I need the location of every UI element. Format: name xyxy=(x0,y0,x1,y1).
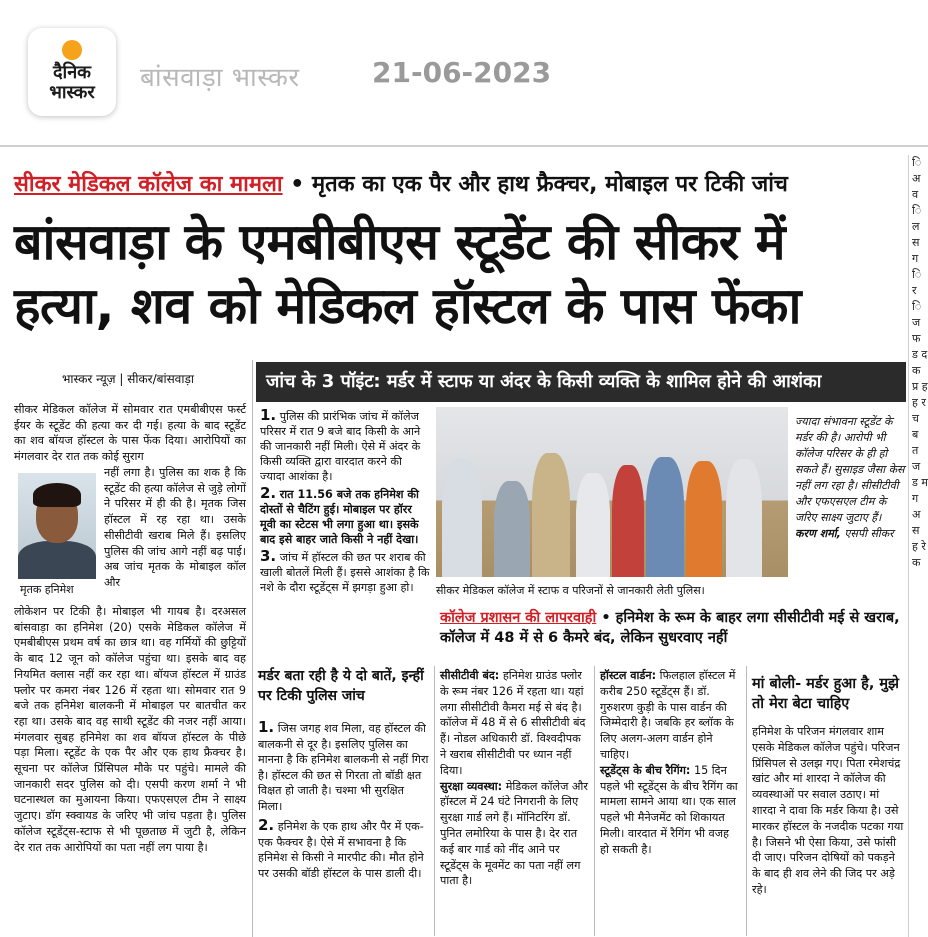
warden-text: फिलहाल हॉस्टल में करीब 250 स्टूडेंट्स हैं। डॉ. गुरुशरण कुड़ी के पास वार्डन की जिम्मेदारी है। जबकि हर ब्लॉक के लिए अलग-अलग वार्डन होने चाहिए। xyxy=(600,669,736,761)
photo-person xyxy=(612,465,644,577)
edition-name: बांसवाड़ा भास्कर xyxy=(140,63,300,93)
dainik-bhaskar-logo[interactable] xyxy=(28,28,116,116)
negligence-label: कॉलेज प्रशासन की लापरवाही xyxy=(440,610,597,626)
ragging-text: 15 दिन पहले भी स्टूडेंट्स के बीच रैगिंग का मामला सामने आया था। एक साल पहले भी मैनेजमेंट को शिकायत मिली। वारदात में रैगिंग भी वजह हो सकती है। xyxy=(600,763,738,856)
main-story-intro: सीकर मेडिकल कॉलेज में सोमवार रात एमबीबीएस फर्स्ट ईयर के स्टूडेंट की हत्या कर दी गई। हत्या के बाद स्टूडेंट का शव बॉयज हॉस्टल के पास फेंक दिया। आरोपियों का मंगलवार देर रात तक कोई सुराग xyxy=(14,403,246,464)
warden-lead: हॉस्टल वार्डन: xyxy=(600,669,657,682)
photo-person xyxy=(532,453,570,577)
logo-line-2: भास्कर xyxy=(49,82,95,103)
point-text: जिस जगह शव मिला, वह हॉस्टल की बालकनी से दूर है। इसलिए पुलिस का मानना है कि हनिमेश बालकनी से नहीं गिरा है। हॉस्टल की छत से गिरता तो बॉडी क्षत विक्षत हो जाती है। चश्मा भी सुरक्षित मिला। xyxy=(258,722,429,813)
column-divider xyxy=(434,666,435,936)
security-lead: सुरक्षा व्यवस्था: xyxy=(440,779,503,793)
evidence-box xyxy=(258,720,430,881)
point-text: हनिमेश के एक हाथ और पैर में एक-एक फैक्चर है। ऐसे में सभावना है कि हनिमेश से किसी ने मारपीट की। मौत होने पर उसकी बॉडी हॉस्टल के पास डाली दी। xyxy=(258,820,424,880)
evidence-point-2 xyxy=(258,818,430,881)
byline: भास्कर न्यूज़ | सीकर/बांसवाड़ा xyxy=(62,372,194,386)
photo-hair xyxy=(33,483,81,507)
evidence-point-1 xyxy=(258,720,430,814)
warden-column xyxy=(600,668,740,858)
main-story-wrap: नहीं लगा है। पुलिस का शक है कि स्टूडेंट की हत्या कॉलेज से जुड़े लोगों ने परिसर में ही की है। मृतक जिस हॉस्टल में रह रहा था। उसके सीसीटीवी खराब मिले हैं। इसलिए पुलिस की जांच आगे नहीं बढ़ पाई। अब जांच मृतक के मोबाइल कॉल और xyxy=(104,466,246,589)
point-number: 3. xyxy=(260,547,277,565)
victim-photo xyxy=(18,473,96,579)
point-number: 2. xyxy=(260,484,277,502)
point-text: पुलिस की प्रारंभिक जांच में कॉलेज परिसर में रात 9 बजे बाद किसी के आने की जानकारी नहीं मिली। ऐसे में अंदर के किसी व्यक्ति द्वारा वारदात करने की ज्यादा आशंका है। xyxy=(260,410,421,483)
photo-person xyxy=(494,481,530,577)
cctv-column xyxy=(440,668,588,889)
photo-person xyxy=(646,457,684,577)
point-3 xyxy=(260,549,430,595)
quote-role: एसपी सीकर xyxy=(844,527,894,540)
point-number: 1. xyxy=(258,718,275,736)
page-header xyxy=(0,0,928,140)
photo-person xyxy=(442,459,482,577)
column-divider xyxy=(252,360,253,937)
edition-date: 21-06-2023 xyxy=(372,56,552,89)
sun-icon xyxy=(62,40,82,60)
security-text: मेडिकल कॉलेज और हॉस्टल में 24 घंटे निगरानी के लिए सुरक्षा गार्ड लगे हैं। मॉनिटरिंग डॉ. पुनित लमोरिया के पास है। देर रात कई बार गार्ड को नींद आने पर स्टूडेंट्स के मूवमेंट का पता नहीं लग पाता है। xyxy=(440,779,588,888)
point-2 xyxy=(260,486,430,547)
photo-person xyxy=(726,459,762,577)
adjacent-column-clipped: ि अ व ि ल स ग ि र ि ज फ ड द क प्र ह ह र च ब त ज ड म ग अ स ह रे क xyxy=(912,156,928,569)
scene-photo-caption: सीकर मेडिकल कॉलेज में स्टाफ व परिजनों से जानकारी लेती पुलिस। xyxy=(436,584,705,597)
column-divider xyxy=(746,666,747,936)
point-text: रात 11.56 बजे तक हनिमेश की दोस्तों से चैटिंग हुई। मोबाइल पर हॉरर मूवी का स्टेटस भी लगा हुआ था। इसके बाद इसे बाहर जाते किसी ने नहीं देखा। xyxy=(260,488,419,546)
cctv-lead: सीसीटीवी बंद: xyxy=(440,669,500,682)
ragging-lead: स्टूडेंट्स के बीच रैगिंग: xyxy=(600,763,691,777)
point-number: 2. xyxy=(258,816,275,834)
mother-statement-text: हनिमेश के परिजन मंगलवार शाम एसके मेडिकल कॉलेज पहुंचे। परिजन प्रिंसिपल से उलझ गए। पिता रमेशचंद्र खांट और मां शारदा ने कॉलेज की व्यवस्थाओं पर सवाल उठाए। मां शारदा ने दावा कि मर्डर किया है। उसे मारकर हॉस्टल के नजदीक पटका गया है। जिसने भी ऐसा किया, उसे फांसी दी जाए। परिजन दोषियों को पकड़ने के बाद ही शव लेने की जिद पर अड़े रहे। xyxy=(752,725,904,896)
victim-photo-caption: मृतक हनिमेश xyxy=(20,583,74,596)
investigation-points xyxy=(260,408,430,595)
point-text: जांच में हॉस्टल की छत पर शराब की खाली बोतलें मिली हैं। इससे आशंका है कि नशे के दौरा स्टूडेंट्स में झगड़ा हुआ हो। xyxy=(260,551,430,594)
negligence-subhead xyxy=(440,608,906,648)
point-number: 1. xyxy=(260,406,277,424)
evidence-box-heading: मर्डर बता रही है ये दो बातें, इन्हीं पर टिकी पुलिस जांच xyxy=(258,668,424,704)
kicker-subtext: • मृतक का एक पैर और हाथ फ्रैक्चर, मोबाइल पर टिकी जांच xyxy=(282,172,788,197)
headline xyxy=(14,210,899,338)
kicker-label: सीकर मेडिकल कॉलेज का मामला xyxy=(14,172,283,197)
column-divider xyxy=(594,666,595,936)
sp-quote xyxy=(795,414,907,542)
police-scene-photo xyxy=(436,407,788,577)
mother-statement-heading: मां बोली- मर्डर हुआ है, मुझे तो मेरा बेटा चाहिए xyxy=(752,676,900,712)
photo-person xyxy=(686,461,722,577)
quote-author: करण शर्मा, xyxy=(795,527,841,540)
kicker xyxy=(14,168,788,198)
photo-person xyxy=(576,473,610,577)
column-divider-right xyxy=(908,155,909,937)
point-1 xyxy=(260,408,430,484)
logo-line-1: दैनिक xyxy=(52,62,92,83)
negligence-text: • हनिमेश के रूम के बाहर लगा सीसीटीवी मई से खराब, कॉलेज में 48 में से 6 कैमरे बंद, लेकिन सुधरवाए नहीं xyxy=(440,610,900,646)
quote-text: ज्यादा संभावना स्टूडेंट के मर्डर की है। आरोपी भी कॉलेज परिसर के ही हो सकते हैं। सुसाइड जैसा केस नहीं लग रहा है। सीसीटीवी और एफएसएल टीम के जरिए साक्ष्य जुटाए हैं। xyxy=(795,415,905,524)
investigation-points-bar: जांच के 3 पॉइंट: मर्डर में स्टाफ या अंदर के किसी व्यक्ति के शामिल होने की आशंका xyxy=(256,362,906,402)
main-story-body: लोकेशन पर टिकी है। मोबाइल भी गायब है। दरअसल बांसवाड़ा का हनिमेश (20) एसके मेडिकल कॉलेज में एमबीबीएस प्रथम वर्ष का छात्र था। वह गर्मियों की छुट्टियों के बाद 12 जून को कॉलेज पहुंचा था। इसके बाद वह नियमित क्लास नहीं कर रहा था। बॉयज हॉस्टल में ग्राउंड फ्लोर पर कमरा नंबर 126 में रहता था। सोमवार रात 9 बजे तक हनिमेश बालकनी में मोबाइल पर बातचीत कर रहा था। उसके बाद वह साथी स्टूडेंट की नजर नहीं आया। मंगलवार सुबह हनिमेश का शव बॉयज हॉस्टल के पीछे पड़ा मिला। स्टूडेंट के एक पैर और एक हाथ फ्रैक्चर है। सूचना पर कॉलेज प्रिंसिपल मौके पर पहुंचे। मामले की जानकारी सदर पुलिस को दी। एसपी करण शर्मा ने भी घटनास्थल का मुआयना किया। एफएसएल टीम ने साक्ष्य जुटाए। डॉग स्क्वायड के जरिए भी जांच पड़ता है। पुलिस कॉलेज स्टूडेंट्स-स्टाफ से भी पूछताछ में जुटी है, लेकिन देर रात तक आरोपियों का पता नहीं लग पाया है। xyxy=(14,605,246,854)
cctv-text: हनिमेश ग्राउंड फ्लोर के रूम नंबर 126 में रहता था। यहां लगा सीसीटीवी कैमरा मई से बंद है। कॉलेज में 48 में से 6 सीसीटीवी बंद हैं। नोडल अधिकारी डॉ. विश्वदीपक ने खराब सीसीटीवी पर ध्यान नहीं दिया। xyxy=(440,669,586,777)
photo-figure xyxy=(18,541,96,579)
headline-line-1: बांसवाड़ा के एमबीबीएस स्टूडेंट की सीकर में xyxy=(14,213,786,271)
header-divider xyxy=(0,145,928,147)
headline-line-2: हत्या, शव को मेडिकल हॉस्टल के पास फेंका xyxy=(14,277,801,335)
